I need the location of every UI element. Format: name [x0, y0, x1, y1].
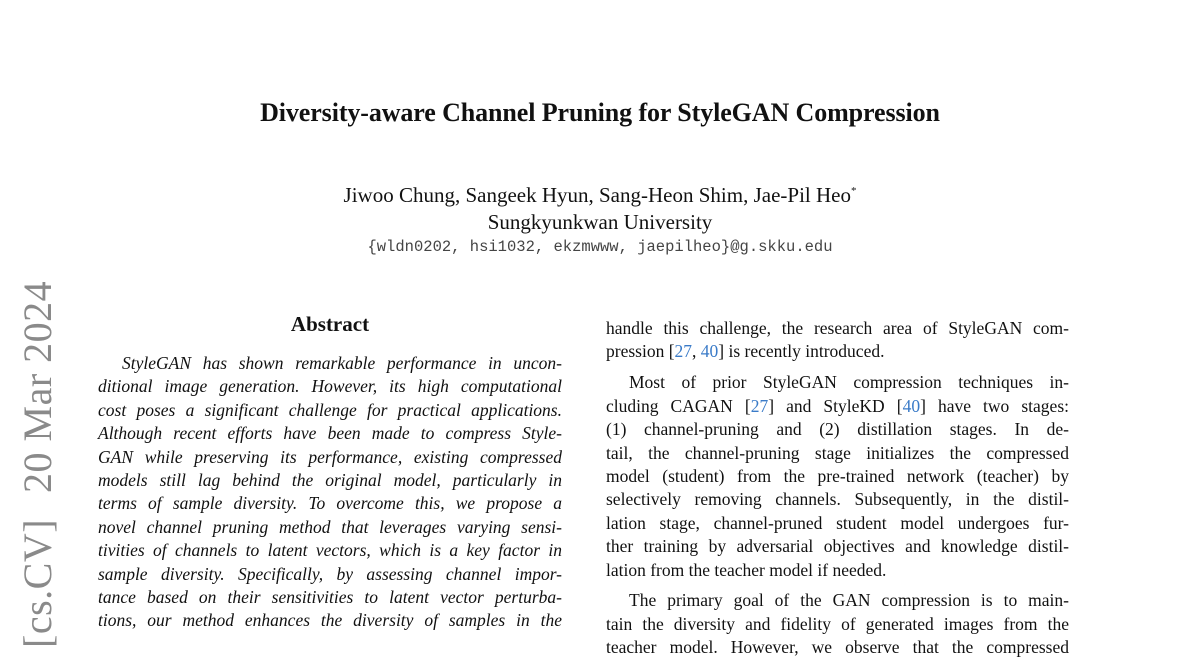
body-line	[606, 395, 1069, 418]
abstract-line: cost poses a significant challenge for practical applications.	[98, 399, 562, 420]
abstract-line: StyleGAN has shown remarkable performance in uncon-	[122, 353, 562, 373]
body-text: ,	[692, 341, 701, 362]
body-paragraph-3	[606, 589, 1069, 659]
affiliation: Sungkyunkwan University	[487, 210, 713, 234]
body-line	[606, 340, 1069, 363]
citation-link-27[interactable]: 27	[674, 341, 693, 362]
body-text: pression [	[606, 341, 675, 362]
abstract-text	[98, 352, 562, 633]
abstract-line: models still lag behind the original model, particularly in	[98, 470, 562, 491]
body-line: lation stage, channel-pruned student model undergoes fur-	[606, 512, 1069, 533]
author-emails: {wldn0202, hsi1032, ekzmwww, jaepilheo}@g.skku.edu	[367, 238, 833, 256]
body-text: cluding CAGAN [	[606, 395, 751, 416]
citation-link-40[interactable]: 40	[700, 341, 719, 362]
abstract-line: Although recent efforts have been made to compress Style-	[98, 423, 562, 444]
abstract-line: sample diversity. Specifically, by assessing channel impor-	[98, 563, 562, 584]
arxiv-date: 20 Mar 2024	[15, 280, 60, 493]
body-line: lation from the teacher model if needed.	[606, 559, 887, 580]
body-text: ] have two stages:	[920, 395, 1069, 416]
body-paragraph-2	[606, 371, 1069, 582]
body-line: tain the diversity and fidelity of generated images from the	[606, 613, 1069, 634]
arxiv-category: [cs.CV]	[15, 518, 60, 648]
body-line: (1) channel-pruning and (2) distillation stages. In de-	[606, 419, 1069, 440]
paper-title: Diversity-aware Channel Pruning for StyleGAN Compression	[260, 98, 940, 127]
body-line: tail, the channel-pruning stage initializes the compressed	[606, 442, 1069, 463]
abstract-line: GAN while preserving its performance, existing compressed	[98, 446, 562, 467]
abstract-line: novel channel pruning method that leverages varying sensi-	[98, 516, 562, 537]
body-line: ther training by adversarial objectives and knowledge distil-	[606, 536, 1069, 557]
abstract-line: terms of sample diversity. To overcome this, we propose a	[98, 493, 562, 514]
body-paragraph-1	[606, 317, 1069, 364]
author-list	[0, 178, 1200, 209]
citation-link-27[interactable]: 27	[750, 395, 769, 416]
abstract-line: tance based on their sensitivities to latent vector perturba-	[98, 587, 562, 608]
author-footnote-mark: *	[850, 185, 857, 197]
abstract-heading: Abstract	[290, 312, 370, 336]
abstract-line: tivities of channels to latent vectors, which is a key factor in	[98, 540, 562, 561]
author-names: Jiwoo Chung, Sangeek Hyun, Sang-Heon Shim, Jae-Pil Heo	[343, 183, 851, 207]
abstract-column	[98, 312, 562, 633]
body-line: The primary goal of the GAN compression is to main-	[629, 590, 1069, 611]
body-line: handle this challenge, the research area of StyleGAN com-	[606, 318, 1069, 338]
citation-link-40[interactable]: 40	[902, 395, 921, 416]
body-line: selectively removing channels. Subsequently, in the distil-	[606, 489, 1069, 510]
body-line: teacher model. However, we observe that the compressed	[606, 637, 1069, 658]
arxiv-identifier-stamp	[12, 281, 64, 648]
introduction-column	[606, 317, 1069, 667]
author-block	[0, 178, 1200, 236]
body-text: ] is recently introduced.	[718, 341, 885, 362]
body-line: model (student) from the pre-trained network (teacher) by	[606, 465, 1069, 486]
body-line: Most of prior StyleGAN compression techniques in-	[629, 372, 1069, 393]
abstract-line: tions, our method enhances the diversity of samples in the	[98, 610, 562, 631]
abstract-line: ditional image generation. However, its high computational	[98, 376, 562, 397]
body-text: ] and StyleKD [	[768, 395, 903, 416]
